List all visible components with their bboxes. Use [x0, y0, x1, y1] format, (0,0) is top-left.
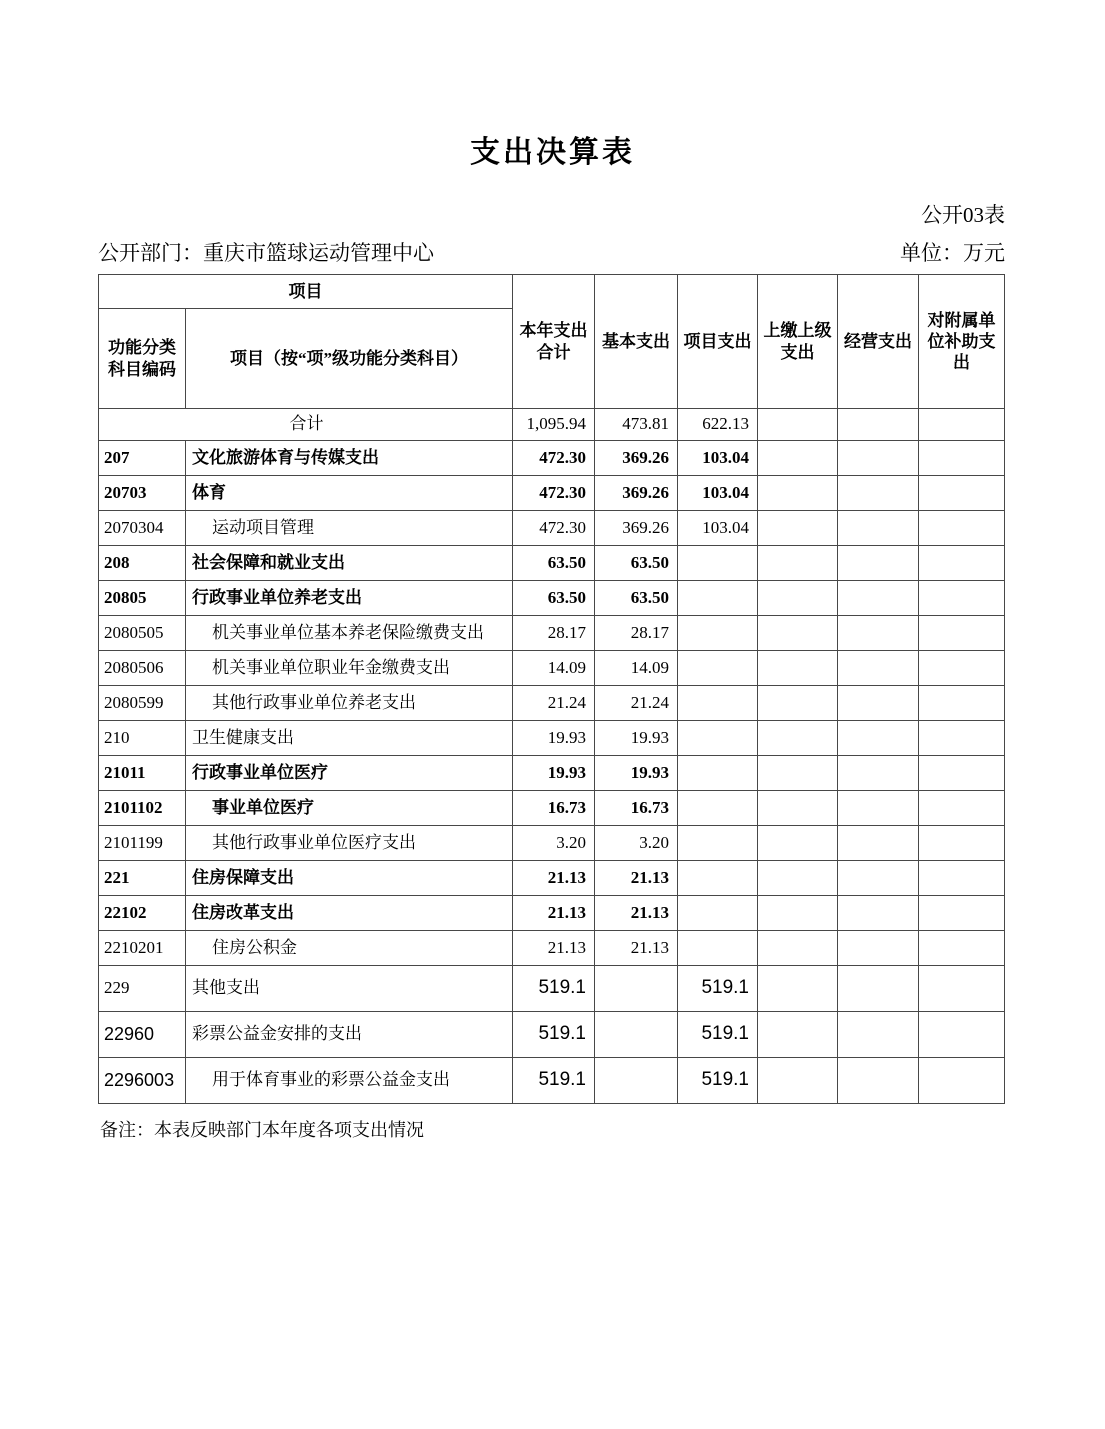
upper-value-cell	[758, 441, 838, 476]
total-value-cell: 16.73	[513, 791, 595, 826]
total-value-cell: 519.1	[513, 1058, 595, 1104]
operating-value-cell	[838, 441, 919, 476]
operating-value-cell	[838, 966, 919, 1012]
function-code-cell: 229	[99, 966, 186, 1012]
operating-value-cell	[838, 409, 919, 441]
upper-value-cell	[758, 756, 838, 791]
item-name-cell: 彩票公益金安排的支出	[186, 1012, 513, 1058]
upper-value-cell	[758, 1058, 838, 1104]
item-name-cell: 其他支出	[186, 966, 513, 1012]
header-basic-expenditure: 基本支出	[595, 275, 678, 409]
project-value-cell: 103.04	[678, 511, 758, 546]
table-row	[99, 616, 1005, 651]
total-value-cell: 519.1	[513, 1012, 595, 1058]
table-row	[99, 476, 1005, 511]
header-upper-level-expenditure: 上缴上级支出	[758, 275, 838, 409]
item-name-cell: 行政事业单位医疗	[186, 756, 513, 791]
total-value-cell: 21.13	[513, 896, 595, 931]
table-row	[99, 441, 1005, 476]
item-name-cell: 体育	[186, 476, 513, 511]
table-row	[99, 721, 1005, 756]
department-label: 公开部门：重庆市篮球运动管理中心	[98, 241, 434, 265]
table-row	[99, 1058, 1005, 1104]
function-code-cell: 21011	[99, 756, 186, 791]
header-subsidy-expenditure: 对附属单位补助支出	[919, 275, 1005, 409]
project-value-cell: 519.1	[678, 966, 758, 1012]
expenditure-table	[98, 274, 1005, 1104]
total-value-cell: 63.50	[513, 581, 595, 616]
basic-value-cell: 28.17	[595, 616, 678, 651]
subsidy-value-cell	[919, 791, 1005, 826]
operating-value-cell	[838, 651, 919, 686]
subsidy-value-cell	[919, 826, 1005, 861]
function-code-cell: 22960	[99, 1012, 186, 1058]
subsidy-value-cell	[919, 441, 1005, 476]
upper-value-cell	[758, 581, 838, 616]
operating-value-cell	[838, 1012, 919, 1058]
upper-value-cell	[758, 651, 838, 686]
project-value-cell	[678, 581, 758, 616]
operating-value-cell	[838, 721, 919, 756]
upper-value-cell	[758, 721, 838, 756]
table-row	[99, 581, 1005, 616]
project-value-cell	[678, 931, 758, 966]
page-title: 支出决算表	[470, 136, 635, 169]
function-code-cell: 20703	[99, 476, 186, 511]
basic-value-cell	[595, 966, 678, 1012]
table-row	[99, 409, 1005, 441]
item-name-cell: 住房保障支出	[186, 861, 513, 896]
header-total-expenditure: 本年支出合计	[513, 275, 595, 409]
upper-value-cell	[758, 616, 838, 651]
function-code-cell: 2080599	[99, 686, 186, 721]
table-row	[99, 826, 1005, 861]
project-value-cell	[678, 756, 758, 791]
table-row	[99, 1012, 1005, 1058]
subsidy-value-cell	[919, 651, 1005, 686]
operating-value-cell	[838, 896, 919, 931]
operating-value-cell	[838, 931, 919, 966]
project-value-cell	[678, 651, 758, 686]
function-code-cell: 208	[99, 546, 186, 581]
total-value-cell: 519.1	[513, 966, 595, 1012]
total-value-cell: 14.09	[513, 651, 595, 686]
upper-value-cell	[758, 931, 838, 966]
subsidy-value-cell	[919, 616, 1005, 651]
function-code-cell: 2070304	[99, 511, 186, 546]
header-operating-expenditure: 经营支出	[838, 275, 919, 409]
item-name-cell: 住房公积金	[186, 931, 513, 966]
subsidy-value-cell	[919, 581, 1005, 616]
operating-value-cell	[838, 756, 919, 791]
table-row	[99, 896, 1005, 931]
total-value-cell: 19.93	[513, 756, 595, 791]
header-row-top	[99, 275, 1005, 309]
basic-value-cell	[595, 1012, 678, 1058]
upper-value-cell	[758, 966, 838, 1012]
total-value-cell: 21.13	[513, 861, 595, 896]
basic-value-cell: 19.93	[595, 721, 678, 756]
table-body	[99, 409, 1005, 1104]
table-row	[99, 861, 1005, 896]
operating-value-cell	[838, 476, 919, 511]
doc-number-label: 公开03表	[921, 203, 1005, 227]
subsidy-value-cell	[919, 721, 1005, 756]
project-value-cell	[678, 686, 758, 721]
total-value-cell: 472.30	[513, 441, 595, 476]
function-code-cell: 210	[99, 721, 186, 756]
basic-value-cell: 473.81	[595, 409, 678, 441]
item-name-cell: 运动项目管理	[186, 511, 513, 546]
total-value-cell: 63.50	[513, 546, 595, 581]
operating-value-cell	[838, 791, 919, 826]
upper-value-cell	[758, 861, 838, 896]
basic-value-cell: 369.26	[595, 511, 678, 546]
basic-value-cell: 369.26	[595, 441, 678, 476]
subsidy-value-cell	[919, 686, 1005, 721]
project-value-cell: 103.04	[678, 441, 758, 476]
project-value-cell: 622.13	[678, 409, 758, 441]
header-project-group: 项目	[99, 275, 513, 309]
project-value-cell: 519.1	[678, 1058, 758, 1104]
upper-value-cell	[758, 791, 838, 826]
function-code-cell: 2101199	[99, 826, 186, 861]
subsidy-value-cell	[919, 931, 1005, 966]
project-value-cell: 103.04	[678, 476, 758, 511]
basic-value-cell	[595, 1058, 678, 1104]
basic-value-cell: 19.93	[595, 756, 678, 791]
total-value-cell: 21.24	[513, 686, 595, 721]
header-item-name: 项目（按“项”级功能分类科目）	[186, 309, 513, 409]
item-name-cell: 卫生健康支出	[186, 721, 513, 756]
unit-label: 单位：万元	[900, 241, 1005, 265]
upper-value-cell	[758, 1012, 838, 1058]
project-value-cell	[678, 826, 758, 861]
total-value-cell: 1,095.94	[513, 409, 595, 441]
total-value-cell: 28.17	[513, 616, 595, 651]
project-value-cell	[678, 616, 758, 651]
basic-value-cell: 369.26	[595, 476, 678, 511]
basic-value-cell: 21.13	[595, 896, 678, 931]
operating-value-cell	[838, 861, 919, 896]
project-value-cell	[678, 861, 758, 896]
basic-value-cell: 21.13	[595, 931, 678, 966]
item-name-cell: 用于体育事业的彩票公益金支出	[186, 1058, 513, 1104]
total-value-cell: 472.30	[513, 476, 595, 511]
function-code-cell: 2296003	[99, 1058, 186, 1104]
upper-value-cell	[758, 826, 838, 861]
basic-value-cell: 63.50	[595, 546, 678, 581]
function-code-cell: 2101102	[99, 791, 186, 826]
basic-value-cell: 21.24	[595, 686, 678, 721]
operating-value-cell	[838, 686, 919, 721]
function-code-cell: 20805	[99, 581, 186, 616]
operating-value-cell	[838, 826, 919, 861]
item-name-cell: 合计	[99, 409, 513, 441]
operating-value-cell	[838, 511, 919, 546]
total-value-cell: 21.13	[513, 931, 595, 966]
function-code-cell: 207	[99, 441, 186, 476]
item-name-cell: 事业单位医疗	[186, 791, 513, 826]
header-project-expenditure: 项目支出	[678, 275, 758, 409]
upper-value-cell	[758, 896, 838, 931]
table-row	[99, 546, 1005, 581]
header-function-code: 功能分类科目编码	[99, 309, 186, 409]
meta-row	[98, 237, 1005, 267]
table-row	[99, 966, 1005, 1012]
basic-value-cell: 21.13	[595, 861, 678, 896]
subsidy-value-cell	[919, 546, 1005, 581]
function-code-cell: 2210201	[99, 931, 186, 966]
function-code-cell: 22102	[99, 896, 186, 931]
subsidy-value-cell	[919, 1012, 1005, 1058]
subsidy-value-cell	[919, 756, 1005, 791]
project-value-cell	[678, 546, 758, 581]
project-value-cell	[678, 791, 758, 826]
upper-value-cell	[758, 511, 838, 546]
function-code-cell: 2080505	[99, 616, 186, 651]
operating-value-cell	[838, 1058, 919, 1104]
basic-value-cell: 16.73	[595, 791, 678, 826]
item-name-cell: 住房改革支出	[186, 896, 513, 931]
basic-value-cell: 3.20	[595, 826, 678, 861]
subsidy-value-cell	[919, 511, 1005, 546]
subsidy-value-cell	[919, 966, 1005, 1012]
table-row	[99, 651, 1005, 686]
basic-value-cell: 63.50	[595, 581, 678, 616]
function-code-cell: 221	[99, 861, 186, 896]
subsidy-value-cell	[919, 409, 1005, 441]
item-name-cell: 行政事业单位养老支出	[186, 581, 513, 616]
subsidy-value-cell	[919, 861, 1005, 896]
operating-value-cell	[838, 616, 919, 651]
item-name-cell: 其他行政事业单位医疗支出	[186, 826, 513, 861]
total-value-cell: 472.30	[513, 511, 595, 546]
subsidy-value-cell	[919, 896, 1005, 931]
project-value-cell	[678, 721, 758, 756]
table-row	[99, 686, 1005, 721]
item-name-cell: 其他行政事业单位养老支出	[186, 686, 513, 721]
table-row	[99, 756, 1005, 791]
subsidy-value-cell	[919, 476, 1005, 511]
table-row	[99, 931, 1005, 966]
function-code-cell: 2080506	[99, 651, 186, 686]
item-name-cell: 文化旅游体育与传媒支出	[186, 441, 513, 476]
item-name-cell: 社会保障和就业支出	[186, 546, 513, 581]
upper-value-cell	[758, 409, 838, 441]
table-row	[99, 791, 1005, 826]
total-value-cell: 3.20	[513, 826, 595, 861]
upper-value-cell	[758, 686, 838, 721]
total-value-cell: 19.93	[513, 721, 595, 756]
project-value-cell	[678, 896, 758, 931]
subsidy-value-cell	[919, 1058, 1005, 1104]
upper-value-cell	[758, 546, 838, 581]
basic-value-cell: 14.09	[595, 651, 678, 686]
footnote: 备注：本表反映部门本年度各项支出情况	[100, 1120, 424, 1140]
item-name-cell: 机关事业单位职业年金缴费支出	[186, 651, 513, 686]
upper-value-cell	[758, 476, 838, 511]
operating-value-cell	[838, 546, 919, 581]
table-row	[99, 511, 1005, 546]
item-name-cell: 机关事业单位基本养老保险缴费支出	[186, 616, 513, 651]
operating-value-cell	[838, 581, 919, 616]
project-value-cell: 519.1	[678, 1012, 758, 1058]
